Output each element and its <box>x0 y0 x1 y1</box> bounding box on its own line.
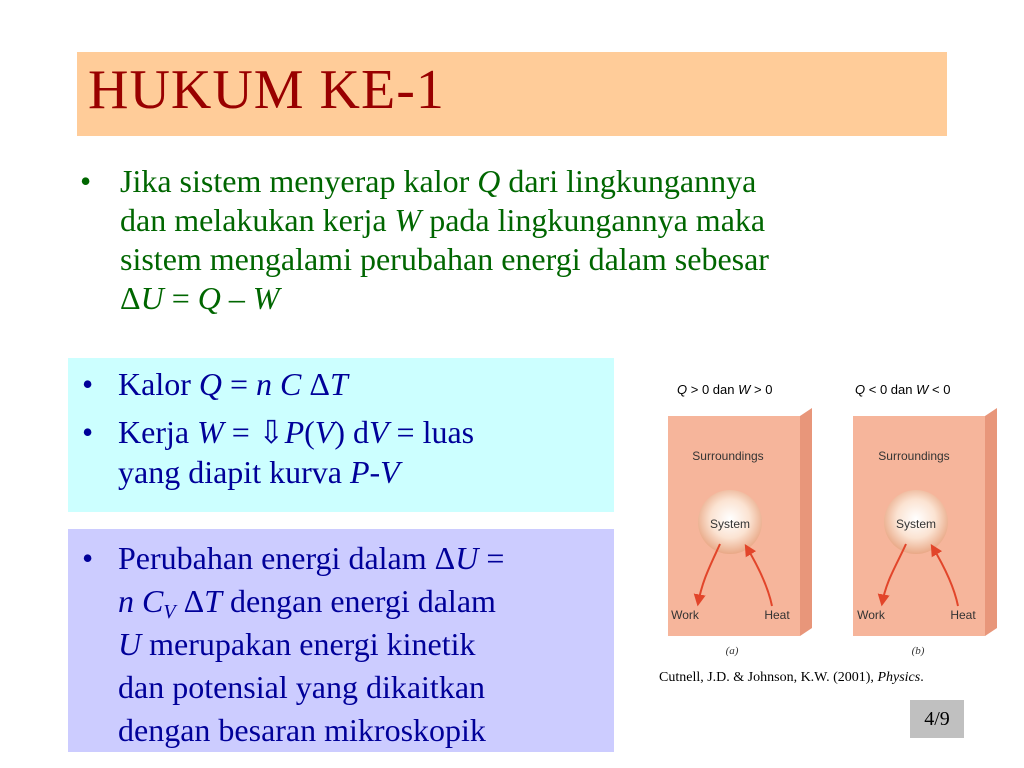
figure-caption: Cutnell, J.D. & Johnson, K.W. (2001), Physics. <box>659 670 924 685</box>
cyan-bullets <box>82 364 602 492</box>
main-line2: dan melakukan kerja W pada lingkungannya maka <box>120 202 766 238</box>
main-bullet-text <box>80 162 930 318</box>
figure-label-b: Q < 0 dan W < 0 <box>855 382 951 397</box>
panel-b-system: System <box>895 517 937 531</box>
energy-bullet: • Perubahan energi dalam ΔU = n $C_V$ ΔT dengan energi dalam U merupakan energi kinetik dan potensial yang dikaitkan dengan besaran mikroskopik <box>82 537 602 752</box>
lavender-bullets <box>82 537 602 752</box>
main-line3: sistem mengalami perubahan energi dalam sebesar <box>120 241 769 277</box>
bullet-dot: • <box>82 414 94 450</box>
formula-box-cyan <box>68 358 614 512</box>
panel-b-work: Work <box>857 608 885 622</box>
system-diagrams <box>650 376 1000 666</box>
panel-b-surroundings: Surroundings <box>878 449 950 463</box>
main-line4: ΔU = Q – W <box>120 280 280 316</box>
panel-a-heat: Heat <box>764 608 790 622</box>
bullet-dot: • <box>80 163 92 199</box>
figure-label-a: Q > 0 dan W > 0 <box>677 382 773 397</box>
bullet-dot: • <box>82 540 94 576</box>
panel-b-sublabel: (b) <box>911 645 925 657</box>
bullet-dot: • <box>82 366 94 402</box>
thermo-figure <box>650 376 1000 666</box>
formula-box-lavender <box>68 529 614 752</box>
panel-a-system: System <box>709 517 751 531</box>
kalor-bullet: • Kalor Q = n C ΔT <box>82 366 348 402</box>
panel-a-surroundings: Surroundings <box>692 449 764 463</box>
main-line1: Jika sistem menyerap kalor Q dari lingkungannya <box>120 163 757 199</box>
main-bullet <box>80 162 930 318</box>
page-number: 4/9 <box>910 700 964 738</box>
kerja-bullet: • Kerja W = ⇩P(V) dV = luas yang diapit kurva P-V <box>82 414 475 490</box>
panel-a-sublabel: (a) <box>725 645 739 657</box>
panel-a-work: Work <box>671 608 699 622</box>
slide-title: HUKUM KE-1 <box>88 59 445 121</box>
integral-symbol: ⇩ <box>257 414 285 450</box>
panel-b-heat: Heat <box>950 608 976 622</box>
